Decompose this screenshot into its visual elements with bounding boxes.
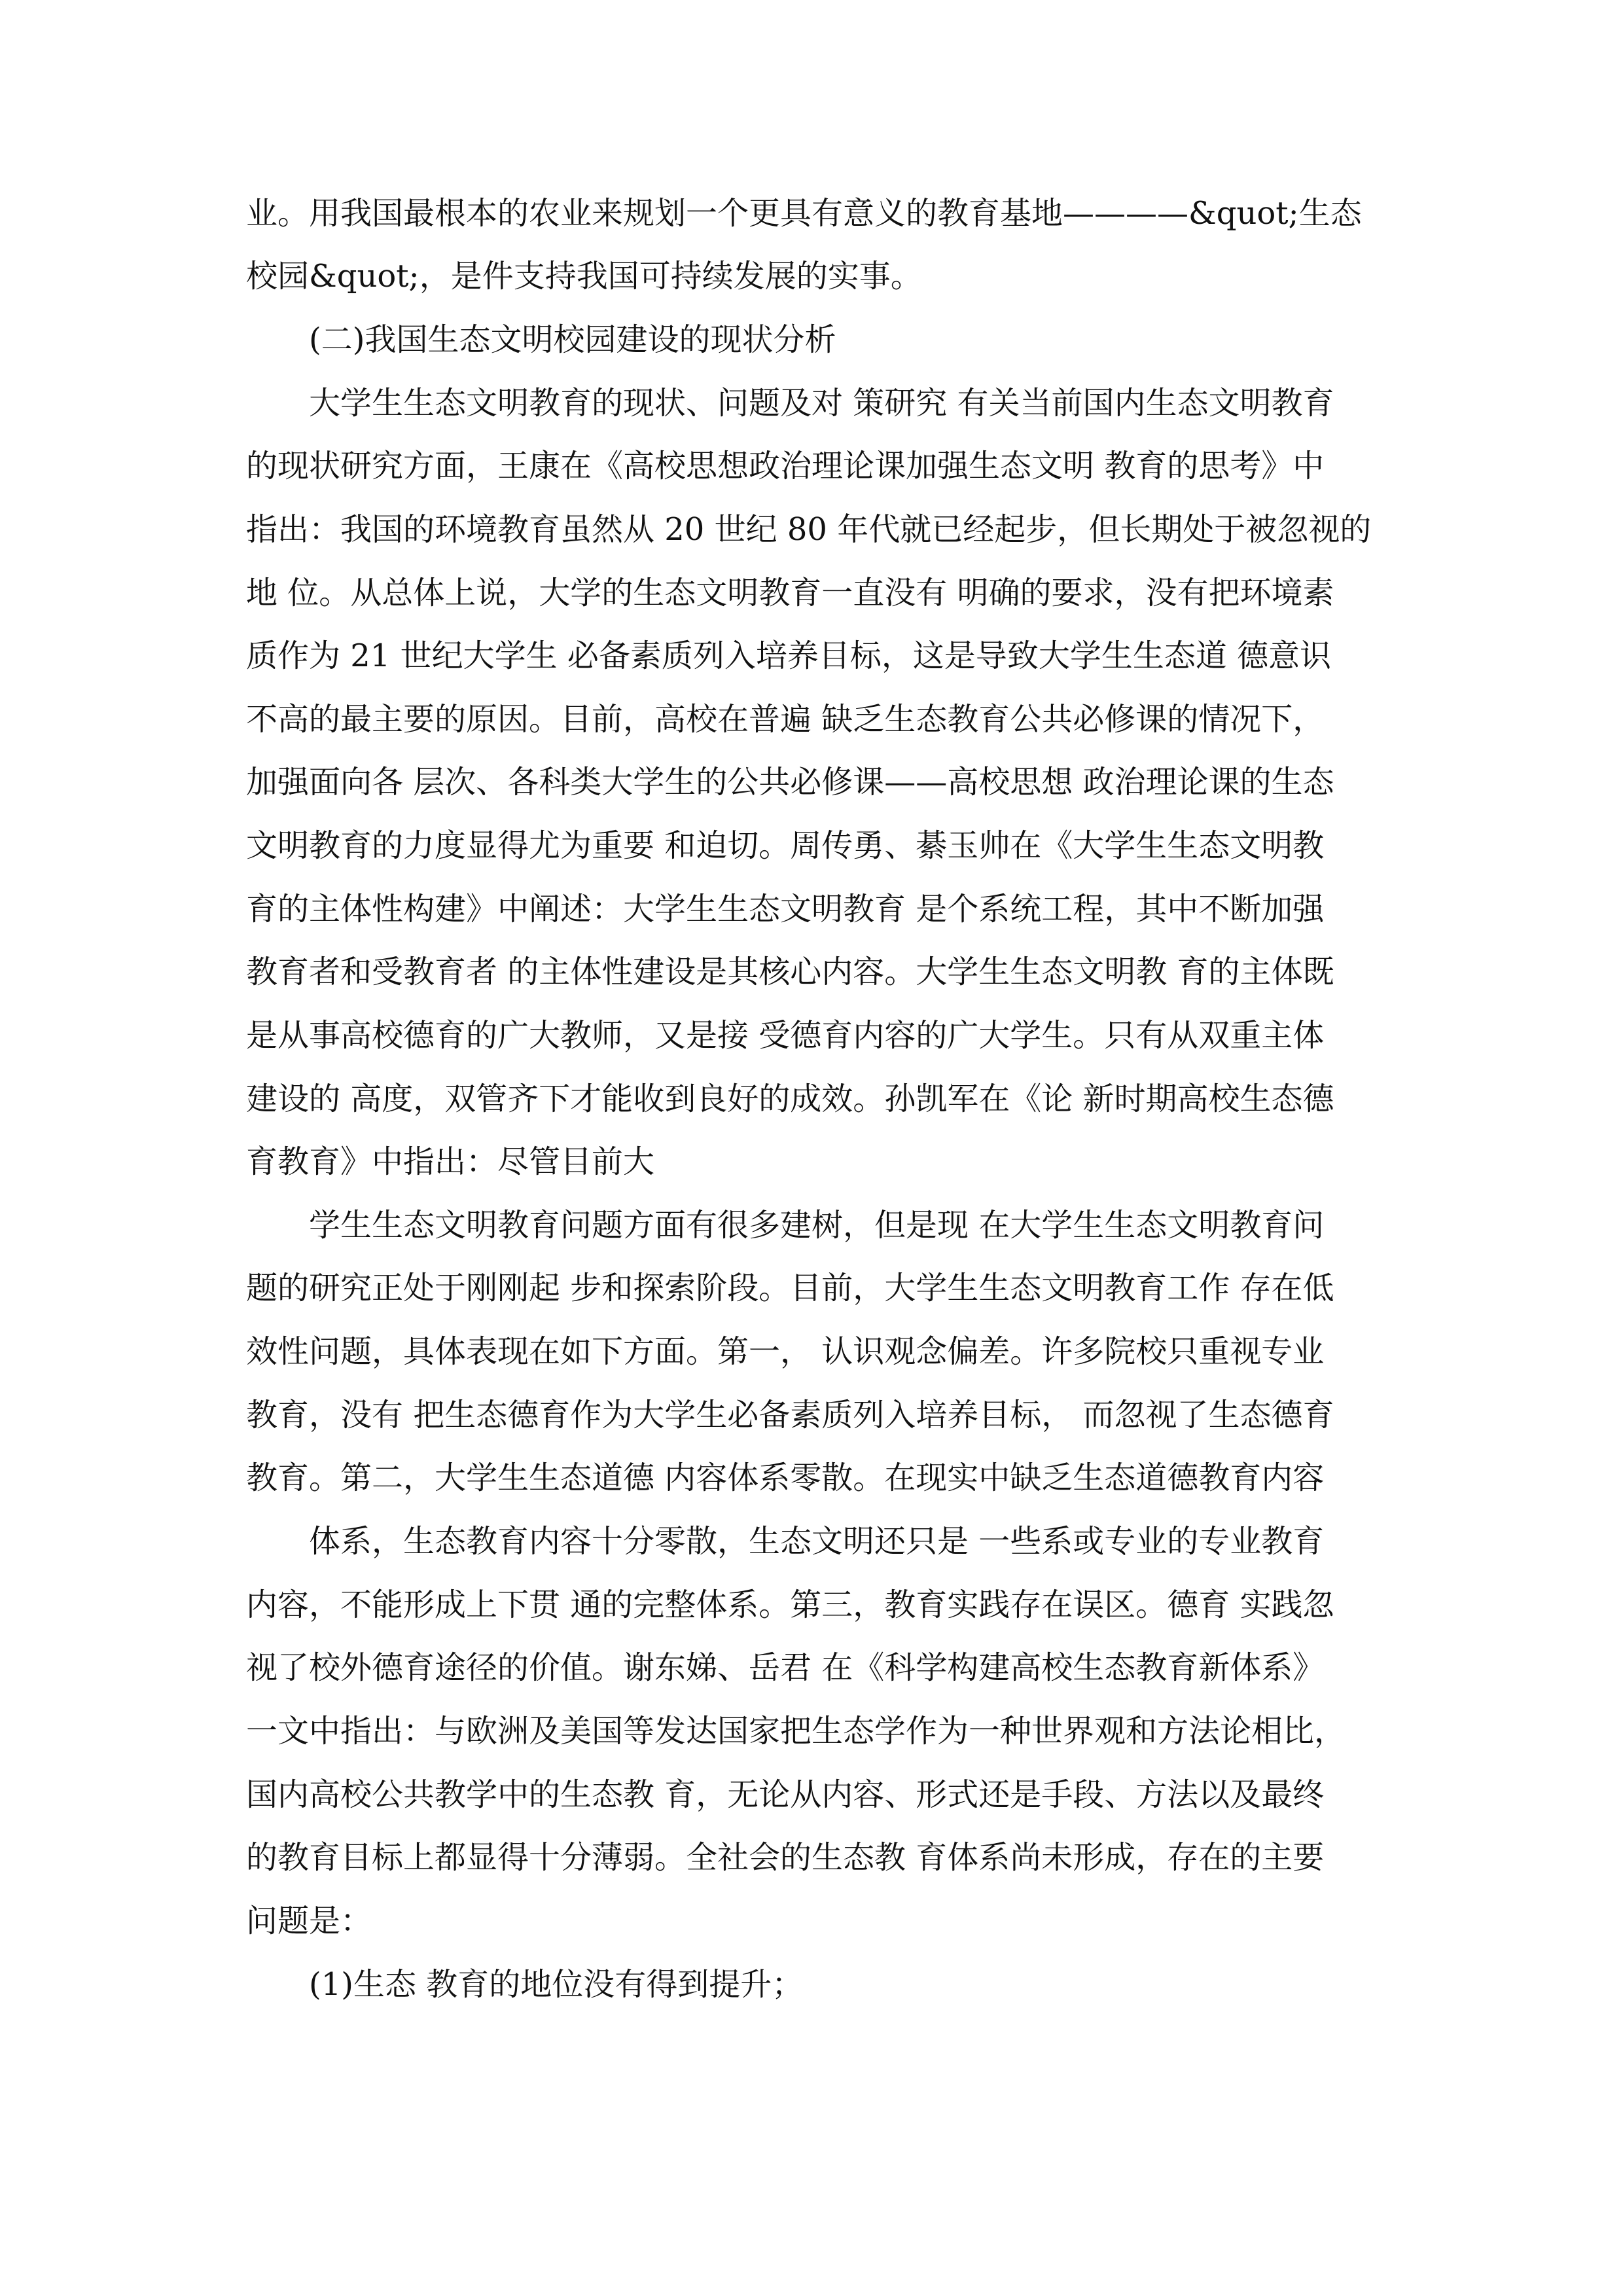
text-line: 指出：我国的环境教育虽然从 20 世纪 80 年代就已经起步，但长期处于被忽视的 (246, 511, 1372, 548)
text-line: 一文中指出：与欧洲及美国等发达国家把生态学作为一种世界观和方法论相比， (246, 1713, 1346, 1749)
text-line: 不高的最主要的原因。目前，高校在普遍 缺乏生态教育公共必修课的情况下， (246, 701, 1325, 738)
text-line: 加强面向各 层次、各科类大学生的公共必修课——高校思想 政治理论课的生态 (246, 764, 1334, 800)
text-line: 文明教育的力度显得尤为重要 和迫切。周传勇、綦玉帅在《大学生生态文明教 (246, 827, 1325, 864)
text-line: 效性问题，具体表现在如下方面。第一， 认识观念偏差。许多院校只重视专业 (246, 1333, 1325, 1370)
text-line: 的教育目标上都显得十分薄弱。全社会的生态教 育体系尚未形成，存在的主要 (246, 1839, 1325, 1876)
text-line: 视了校外德育途径的价值。谢东娣、岳君 在《科学构建高校生态教育新体系》 (246, 1649, 1325, 1686)
text-line: 业。用我国最根本的农业来规划一个更具有意义的教育基地————&quot;生态 (246, 195, 1362, 232)
text-line: 建设的 高度，双管齐下才能收到良好的成效。孙凯军在《论 新时期高校生态德 (246, 1081, 1334, 1117)
text-line: 教育者和受教育者 的主体性建设是其核心内容。大学生生态文明教 育的主体既 (246, 954, 1334, 990)
text-line: 问题是： (246, 1903, 372, 1939)
text-line: 教育，没有 把生态德育作为大学生必备素质列入培养目标， 而忽视了生态德育 (246, 1397, 1334, 1433)
text-line: (1)生态 教育的地位没有得到提升； (309, 1966, 804, 2003)
text-line: 内容，不能形成上下贯 通的完整体系。第三，教育实践存在误区。德育 实践忽 (246, 1587, 1334, 1623)
text-line: 育教育》中指出：尽管目前大 (246, 1143, 655, 1180)
text-line: 的现状研究方面，王康在《高校思想政治理论课加强生态文明 教育的思考》中 (246, 448, 1325, 484)
text-line: 题的研究正处于刚刚起 步和探索阶段。目前，大学生生态文明教育工作 存在低 (246, 1270, 1334, 1306)
text-line: 地 位。从总体上说，大学的生态文明教育一直没有 明确的要求，没有把环境素 (246, 575, 1334, 611)
text-line: 校园&quot;，是件支持我国可持续发展的实事。 (246, 258, 922, 295)
text-line: 教育。第二，大学生生态道德 内容体系零散。在现实中缺乏生态道德教育内容 (246, 1460, 1325, 1496)
text-line: 是从事高校德育的广大教师，又是接 受德育内容的广大学生。只有从双重主体 (246, 1017, 1325, 1054)
text-line: 质作为 21 世纪大学生 必备素质列入培养目标，这是导致大学生生态道 德意识 (246, 637, 1332, 674)
text-line: 国内高校公共教学中的生态教 育，无论从内容、形式还是手段、方法以及最终 (246, 1776, 1325, 1813)
text-line: 体系，生态教育内容十分零散，生态文明还只是 一些系或专业的专业教育 (309, 1523, 1325, 1560)
text-line: (二)我国生态文明校园建设的现状分析 (309, 321, 836, 358)
text-line: 育的主体性构建》中阐述：大学生生态文明教育 是个系统工程，其中不断加强 (246, 891, 1325, 927)
text-line: 大学生生态文明教育的现状、问题及对 策研究 有关当前国内生态文明教育 (309, 385, 1334, 422)
text-line: 学生生态文明教育问题方面有很多建树，但是现 在大学生生态文明教育问 (309, 1207, 1325, 1244)
